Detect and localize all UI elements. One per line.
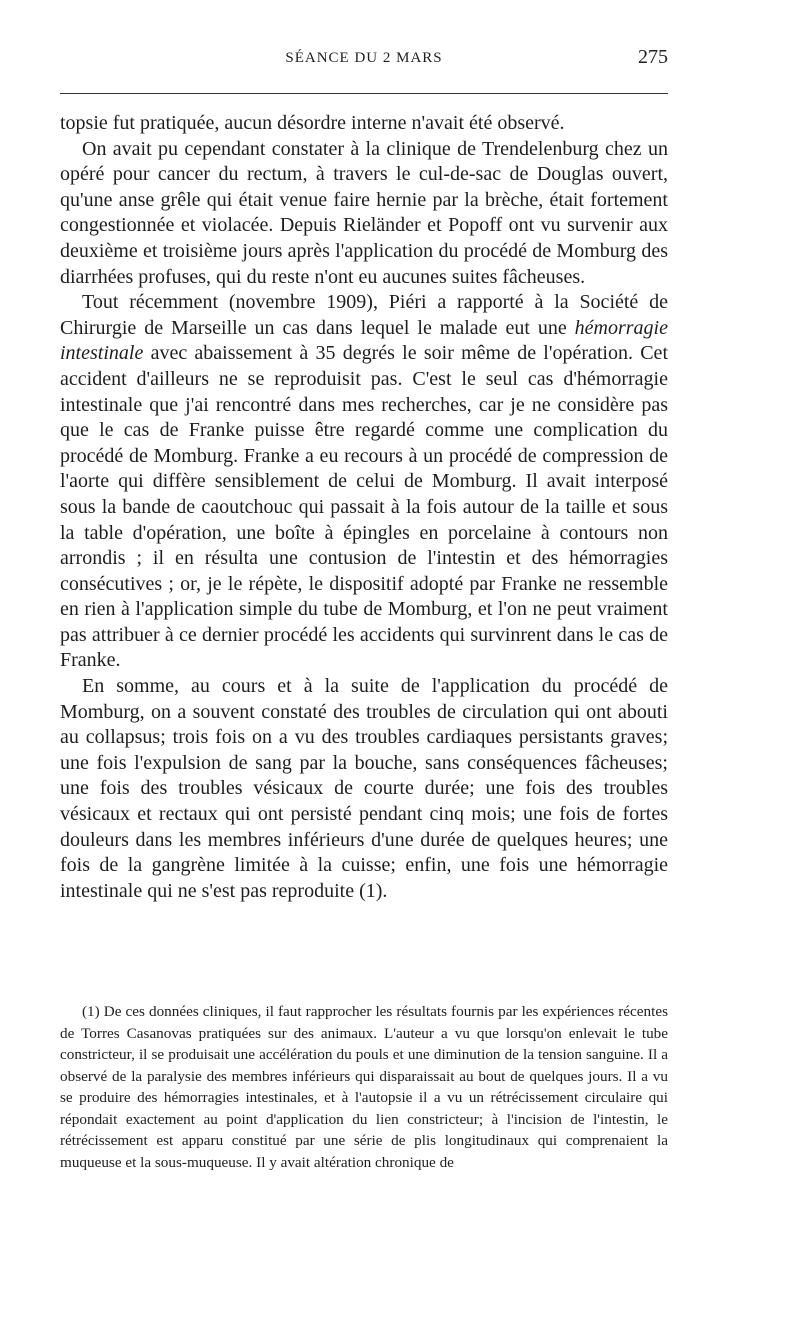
paragraph-summary: En somme, au cours et à la suite de l'application du procédé de Momburg, on a souvent constaté des troubles de circulation qui ont abouti au collapsus; trois fois on a vu des troubles cardiaques persistants graves; une fois l'expulsion de sang par la bouche, sans conséquences fâcheuses; une fois des troubles vésicaux de courte durée; une fois des troubles vésicaux et rectaux qui ont persisté pendant cinq mois; une fois de fortes douleurs dans les membres inférieurs d'une durée de quelques heures; une fois de la gangrène limitée à la cuisse; enfin, une fois une hémorragie intestinale qui ne s'est pas reproduite (1).: [60, 675, 668, 902]
italic-term: hémorragie intestinale: [60, 316, 668, 365]
paragraph-trendelenburg: On avait pu cependant constater à la clinique de Trendelenburg chez un opéré pour cancer du rectum, à travers le cul-de-sac de Douglas ouvert, qu'une anse grêle qui était venue faire hernie par la brèche, était fortement congestionnée et violacée. Depuis Rieländer et Popoff ont vu survenir aux deuxième et troisième jours après l'application du procédé de Momburg des diarrhées profuses, qui du reste n'ont eu aucunes suites fâcheuses.: [60, 137, 668, 288]
running-title: SÉANCE DU 2 MARS: [285, 50, 443, 66]
paragraph-pieri: [60, 290, 668, 674]
footnote-text: (1) De ces données cliniques, il faut rapprocher les résultats fournis par les expériences récentes de Torres Casanovas pratiquées sur des animaux. L'auteur a vu que lorsqu'on enlevait le tube constricteur, il se produisait une accélération du pouls et une diminution de la tension sanguine. Il a observé de la paralysie des membres inférieurs qui disparaissait au bout de quelques jours. Il a vu se produire des hémorragies intestinales, et à l'autopsie il a vu un rétrécissement circulaire qui répondait exactement au point d'application du lien constricteur; à l'incision de l'intestin, le rétrécissement est apparu constitué par une série de plis longitudinaux qui comprenaient la muqueuse et la sous-muqueuse. Il y avait altération chronique de: [60, 1003, 668, 1171]
paragraph-continuation: topsie fut pratiquée, aucun désordre interne n'avait été observé.: [60, 112, 565, 134]
paragraph-pieri-rest: avec abaissement à 35 degrés le soir même de l'opération. Cet accident d'ailleurs ne se reproduisit pas. C'est le seul cas d'hémorragie intestinale que j'ai rencontré dans mes recherches, car je ne considère pas que le cas de Franke puisse être regardé comme une complication du procédé de Momburg. Franke a eu recours à un procédé de compression de l'aorte qui diffère sensiblement de celui de Momburg. Il avait interposé sous la bande de caoutchouc qui passait à la fois autour de la taille et sous la table d'opération, une boîte à épingles en porcelaine à contours non arrondis ; il en résulta une contusion de l'intestin et des hémorragies consécutives ; or, je le répète, le dispositif adopté par Franke ne ressemble en rien à l'application simple du tube de Momburg, et l'on ne peut vraiment pas attribuer à ce dernier procédé les accidents qui survinrent dans le cas de Franke.: [60, 342, 668, 672]
header-rule: [60, 93, 668, 94]
page-header: [60, 0, 668, 70]
book-page: [60, 0, 668, 1171]
page-number: 275: [638, 46, 668, 68]
main-text: [60, 111, 668, 904]
footnote: [60, 1001, 668, 1173]
paragraph-pieri-start: Tout récemment (novembre 1909), Piéri a rapporté à la Société de Chirurgie de Marseille un cas dans lequel le malade eut une: [60, 291, 668, 339]
